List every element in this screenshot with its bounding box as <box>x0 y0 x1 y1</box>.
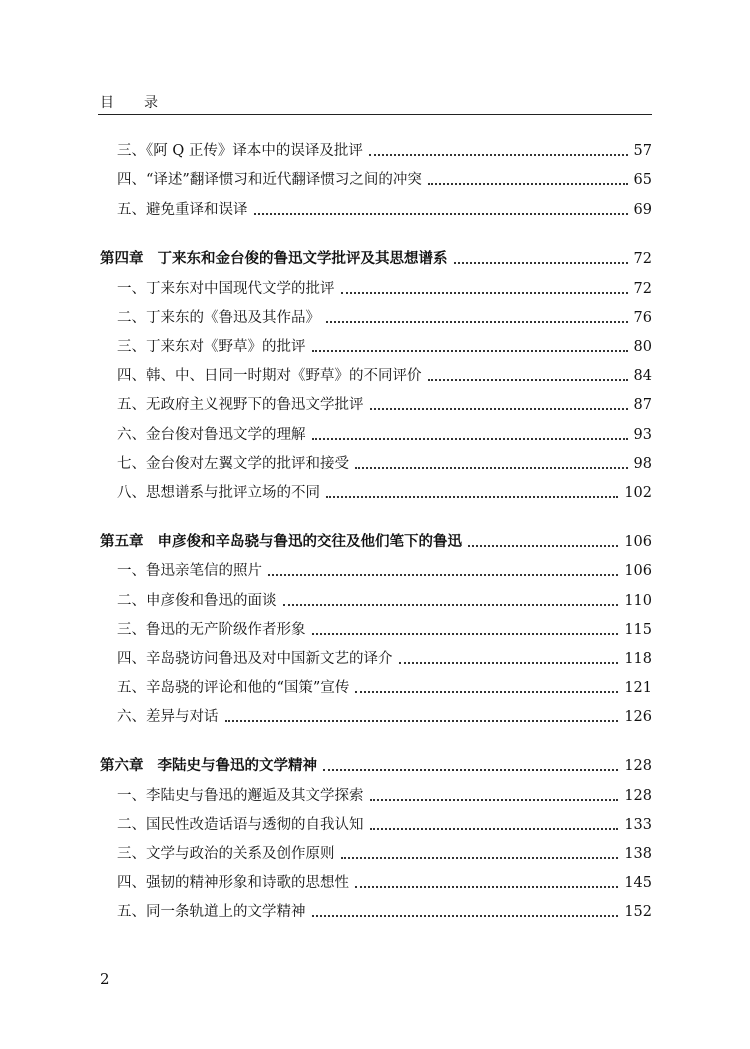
section-entry <box>0 421 750 445</box>
chapter-entry <box>0 752 750 776</box>
section-entry <box>0 333 750 357</box>
entry-title: 二、丁来东的《鲁迅及其作品》 <box>117 310 320 326</box>
section-entry <box>0 479 750 503</box>
entry-title: 四、韩、中、日同一时期对《野草》的不同评价 <box>117 368 422 384</box>
entry-page: 69 <box>633 202 652 218</box>
entry-page: 128 <box>624 788 652 804</box>
dot-leader <box>428 183 628 185</box>
dot-leader <box>370 408 628 410</box>
dot-leader <box>355 467 628 469</box>
section-entry <box>0 166 750 190</box>
entry-title: 八、思想谱系与批评立场的不同 <box>117 485 320 501</box>
page-number: 2 <box>100 970 110 988</box>
entry-page: 98 <box>633 456 652 472</box>
entry-title: 一、李陆史与鲁迅的邂逅及其文学探索 <box>117 788 364 804</box>
dot-leader <box>370 799 619 801</box>
entry-page: 145 <box>624 875 652 891</box>
dot-leader <box>468 545 618 547</box>
section-entry <box>0 674 750 698</box>
entry-page: 106 <box>624 534 652 550</box>
entry-title: 三、文学与政治的关系及创作原则 <box>117 846 335 862</box>
entry-page: 80 <box>633 339 652 355</box>
entry-title: 五、无政府主义视野下的鲁迅文学批评 <box>117 397 364 413</box>
entry-title: 七、金台俊对左翼文学的批评和接受 <box>117 456 349 472</box>
entry-title: 四、强韧的精神形象和诗歌的思想性 <box>117 875 349 891</box>
section-entry <box>0 587 750 611</box>
chapter-number: 第四章 <box>100 250 144 267</box>
entry-title: 一、丁来东对中国现代文学的批评 <box>117 281 335 297</box>
dot-leader <box>312 350 628 352</box>
header-char-2: 录 <box>144 95 158 111</box>
dot-leader <box>254 213 628 215</box>
entry-title <box>100 756 317 776</box>
chapter-title: 李陆史与鲁迅的文学精神 <box>157 757 317 774</box>
entry-page: 106 <box>624 563 652 579</box>
entry-page: 110 <box>624 593 652 609</box>
entry-title: 四、“译述”翻译惯习和近代翻译惯习之间的冲突 <box>117 172 422 188</box>
entry-title: 五、同一条轨道上的文学精神 <box>117 904 306 920</box>
entry-page: 152 <box>624 904 652 920</box>
running-header <box>100 92 158 112</box>
chapter-title: 申彦俊和辛岛骁与鲁迅的交往及他们笔下的鲁迅 <box>157 533 462 550</box>
entry-page: 128 <box>624 758 652 774</box>
section-entry <box>0 275 750 299</box>
section-entry <box>0 304 750 328</box>
section-entry <box>0 450 750 474</box>
dot-leader <box>225 720 619 722</box>
section-entry <box>0 811 750 835</box>
entry-page: 87 <box>633 397 652 413</box>
dot-leader <box>428 379 628 381</box>
dot-leader <box>312 438 628 440</box>
entry-page: 65 <box>633 172 652 188</box>
chapter-number: 第六章 <box>100 757 144 774</box>
dot-leader <box>268 574 618 576</box>
dot-leader <box>355 886 618 888</box>
entry-page: 133 <box>624 817 652 833</box>
dot-leader <box>399 662 619 664</box>
entry-title: 六、差异与对话 <box>117 709 219 725</box>
dot-leader <box>283 604 619 606</box>
entry-title: 三、丁来东对《野草》的批评 <box>117 339 306 355</box>
dot-leader <box>454 262 628 264</box>
dot-leader <box>341 292 628 294</box>
entry-page: 118 <box>624 651 652 667</box>
chapter-entry <box>0 528 750 552</box>
section-entry <box>0 391 750 415</box>
dot-leader <box>341 857 619 859</box>
header-char-1: 目 <box>100 95 114 111</box>
entry-title: 一、鲁迅亲笔信的照片 <box>117 563 262 579</box>
entry-page: 93 <box>633 427 652 443</box>
entry-title: 三、鲁迅的无产阶级作者形象 <box>117 622 306 638</box>
dot-leader <box>370 828 619 830</box>
dot-leader <box>312 915 619 917</box>
section-entry <box>0 840 750 864</box>
section-entry <box>0 362 750 386</box>
section-entry <box>0 137 750 161</box>
entry-page: 57 <box>633 143 652 159</box>
section-entry <box>0 869 750 893</box>
entry-title: 四、辛岛骁访问鲁迅及对中国新文艺的译介 <box>117 651 393 667</box>
dot-leader <box>326 321 628 323</box>
entry-title <box>100 249 448 269</box>
entry-page: 72 <box>633 281 652 297</box>
chapter-title: 丁来东和金台俊的鲁迅文学批评及其思想谱系 <box>157 250 448 267</box>
section-entry <box>0 196 750 220</box>
dot-leader <box>312 633 619 635</box>
dot-leader <box>323 769 618 771</box>
section-entry <box>0 645 750 669</box>
section-entry <box>0 782 750 806</box>
entry-title: 二、国民性改造话语与透彻的自我认知 <box>117 817 364 833</box>
entry-page: 84 <box>633 368 652 384</box>
entry-title <box>100 532 462 552</box>
chapter-number: 第五章 <box>100 533 144 550</box>
entry-title: 五、辛岛骁的评论和他的“国策”宣传 <box>117 680 350 696</box>
header-rule <box>98 114 652 115</box>
entry-title: 六、金台俊对鲁迅文学的理解 <box>117 427 306 443</box>
section-entry <box>0 898 750 922</box>
entry-title: 五、避免重译和误译 <box>117 202 248 218</box>
entry-page: 138 <box>624 846 652 862</box>
entry-page: 76 <box>633 310 652 326</box>
entry-page: 115 <box>624 622 652 638</box>
entry-page: 121 <box>624 680 652 696</box>
entry-page: 102 <box>624 485 652 501</box>
entry-page: 126 <box>624 709 652 725</box>
dot-leader <box>355 691 618 693</box>
entry-title: 二、申彦俊和鲁迅的面谈 <box>117 593 277 609</box>
section-entry <box>0 703 750 727</box>
chapter-entry <box>0 245 750 269</box>
dot-leader <box>369 154 628 156</box>
entry-page: 72 <box>633 251 652 267</box>
section-entry <box>0 557 750 581</box>
section-entry <box>0 616 750 640</box>
entry-title: 三、《阿 Q 正传》译本中的误译及批评 <box>117 143 363 159</box>
dot-leader <box>326 496 618 498</box>
